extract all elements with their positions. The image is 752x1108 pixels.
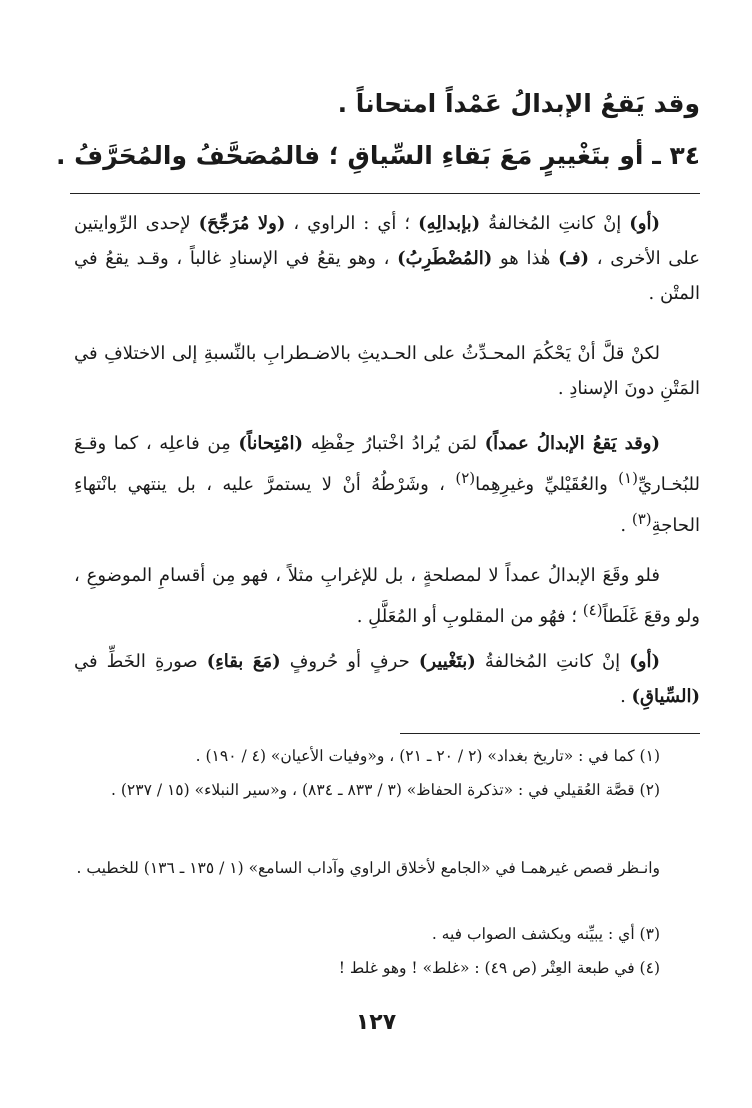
footnote-ref-2[interactable]: (٢) [455,469,476,487]
commentary-text: . [620,515,632,536]
commentary-text: ، وهو يقعُ في الإسنادِ غالباً ، وقـد يقعُ في المتْن . [74,248,700,304]
quoted-matn: (ولا مُرَجِّحَ) [198,213,286,234]
quoted-matn: (بإبدالِهِ) [418,213,481,234]
matn-line-2: ٣٤ ـ أو بتَغْييرٍ مَعَ بَقاءِ السِّياقِ ؛ فالمُصَحَّفُ والمُحَرَّفُ . [55,141,700,170]
quoted-matn: (بتَغْيير) [418,651,476,672]
quoted-matn: (السِّياقِ) [631,686,700,707]
commentary-text: فلو وقَعَ الإبدالُ عمداً لا لمصلحةٍ ، بل للإغرابِ مثلاً ، فهو مِن أقسامِ الموضوعِ ، ولو وقعَ غَلَطاً [74,565,700,627]
matn-separator-line [70,193,700,194]
commentary-paragraph-2: لكنْ قلَّ أنْ يَحْكُمَ المحـدِّثُ على الحـديثِ بالاضـطرابِ بالنِّسبةِ إلى الاختلافِ في المَتْنِ دونَ الإسنادِ . [74,343,700,399]
commentary-text: إنْ كانتِ المُخالفةُ [475,651,630,672]
commentary-text: ، وشَرْطُهُ أنْ لا يستمرَّ عليه ، بل ينتهي بانْتهاءِ الحاجةِ [74,474,700,536]
commentary-text: ؛ أي : الراوي ، [285,213,419,234]
commentary-paragraph-3 [74,426,700,543]
quoted-matn: (أو) [629,651,660,672]
commentary-text: هٰذا هو [492,248,559,269]
footnote-ref-1[interactable]: (١) [618,469,638,487]
quoted-matn: (وقد يَقعُ الإبدالُ عمداً) [484,433,660,454]
footnote-2-continued: وانـظر قصص غيرهمـا في «الجامع لأخلاق الراوي وآداب السامع» (١ / ١٣٥ ـ ١٣٦) للخطيب . [76,859,660,877]
commentary-text: إنْ كانتِ المُخالفةُ [480,213,630,234]
footnote-1: (١) كما في : «تاريخ بغداد» (٢ / ٢٠ ـ ٢١) ، و«وفيات الأعيان» (٤ / ١٩٠) . [195,747,660,765]
footnote-2: (٢) قصَّة العُقيلي في : «تذكرة الحفاظ» (٣ / ٨٣٣ ـ ٨٣٤) ، و«سير النبلاء» (١٥ / ٢٣٧) . [111,781,660,799]
matn-line-1: وقد يَقعُ الإبدالُ عَمْداً امتحاناً . [337,89,700,118]
commentary-paragraph-5 [74,644,700,714]
quoted-matn: (المُضْطَرِبُ) [397,248,493,269]
commentary-text: ؛ فهُو من المقلوبِ أو المُعَلَّلِ . [356,606,583,627]
footnote-ref-4[interactable]: (٤) [582,601,603,619]
quoted-matn: (مَعَ بقاءِ) [206,651,281,672]
commentary-text: حرفٍ أو حُروفٍ [280,651,419,672]
commentary-text: والعُقَيْليِّ وغيرِهِما [475,474,619,495]
commentary-paragraph-1 [74,206,700,311]
commentary-text: . [620,686,632,707]
footnote-separator-line [400,733,700,734]
quoted-matn: (فـ) [558,248,590,269]
footnote-4: (٤) في طبعة العِتْر (ص ٤٩) : «غلط» ! وهو غلط ! [338,959,660,977]
commentary-text: لإحدى الرِّوايتين على الأخرى ، [74,213,700,269]
quoted-matn: (أو) [629,213,660,234]
commentary-text: صورةِ الخَطِّ في [74,651,207,672]
commentary-text: لمَن يُرادُ اخْتبارُ حِفْظِه [303,433,485,454]
page-number: ١٢٧ [355,1010,397,1035]
quoted-matn: (امْتِحاناً) [238,433,304,454]
commentary-text: مِن فاعلِه ، كما وقـعَ للبُخـاريِّ [74,433,700,495]
footnote-3: (٣) أي : يبيِّنه ويكشف الصواب فيه . [431,925,660,943]
commentary-paragraph-4 [74,558,700,634]
footnote-ref-3[interactable]: (٣) [631,510,652,528]
